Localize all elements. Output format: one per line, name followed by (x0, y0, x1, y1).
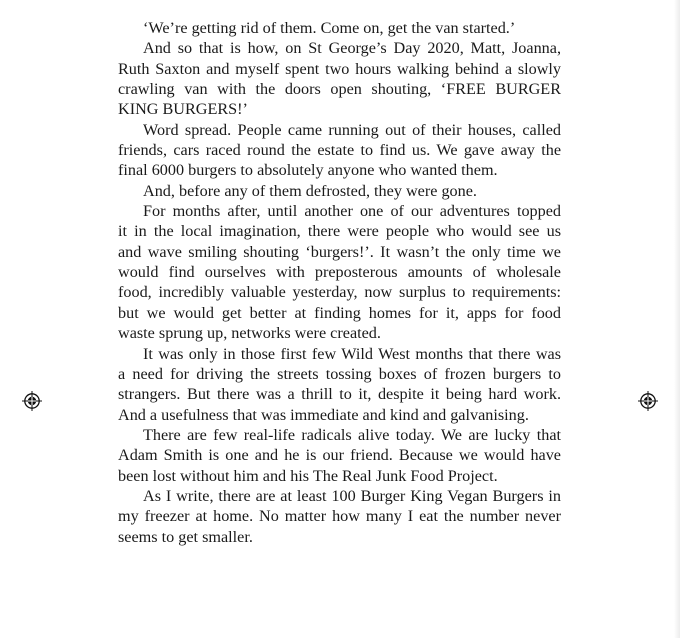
text-line: final 6000 burgers to absolutely anyone who wanted them. (118, 161, 498, 180)
text-line: but we would get better at finding homes for it, apps for food (118, 303, 561, 322)
text-line: And so that is how, on St George’s Day 2020, Matt, Joanna, (143, 39, 561, 58)
registration-mark-icon (22, 391, 42, 411)
text-line: It was only in those first few Wild West months that there was (143, 344, 561, 363)
text-line: ‘We’re getting rid of them. Come on, get the van started.’ (143, 19, 516, 37)
text-line: a need for driving the streets tossing boxes of frozen burgers to (118, 364, 561, 383)
text-line: There are few real-life radicals alive today. We are lucky that (143, 425, 561, 444)
text-line: crawling van with the doors open shouting, ‘FREE BURGER (118, 80, 561, 99)
registration-mark-icon (638, 391, 658, 411)
text-line: seems to get smaller. (118, 527, 253, 546)
text-line: As I write, there are at least 100 Burger King Vegan Burgers in (143, 486, 561, 505)
text-line: food, incredibly valuable yesterday, now surplus to requirements: (118, 283, 561, 302)
text-line: For months after, until another one of our adventures topped (143, 202, 561, 221)
text-line: my freezer at home. No matter how many I eat the number never (118, 507, 561, 526)
text-line: And a usefulness that was immediate and kind and galvanising. (118, 405, 529, 424)
text-line: waste sprung up, networks were created. (118, 324, 381, 343)
text-line: Ruth Saxton and myself spent two hours walking behind a slowly (118, 59, 561, 78)
text-line: been lost without him and his The Real Junk Food Project. (118, 466, 498, 485)
text-line: would find ourselves with preposterous amounts of wholesale (118, 263, 561, 282)
text-line: friends, cars raced round the estate to find us. We gave away the (118, 141, 561, 160)
body-text (118, 18, 561, 547)
text-line: Word spread. People came running out of their houses, called (143, 120, 561, 139)
text-line: And, before any of them defrosted, they were gone. (143, 181, 477, 200)
text-line: KING BURGERS!’ (118, 100, 248, 119)
text-line: Adam Smith is one and he is our friend. Because we would have (118, 446, 561, 465)
text-line: it in the local imagination, there were people who would see us (118, 222, 561, 241)
text-line: strangers. But there was a thrill to it, despite it being hard work. (118, 385, 561, 404)
text-line: and wave smiling shouting ‘burgers!’. It wasn’t the only time we (118, 242, 561, 261)
page-edge-shadow (674, 0, 680, 638)
